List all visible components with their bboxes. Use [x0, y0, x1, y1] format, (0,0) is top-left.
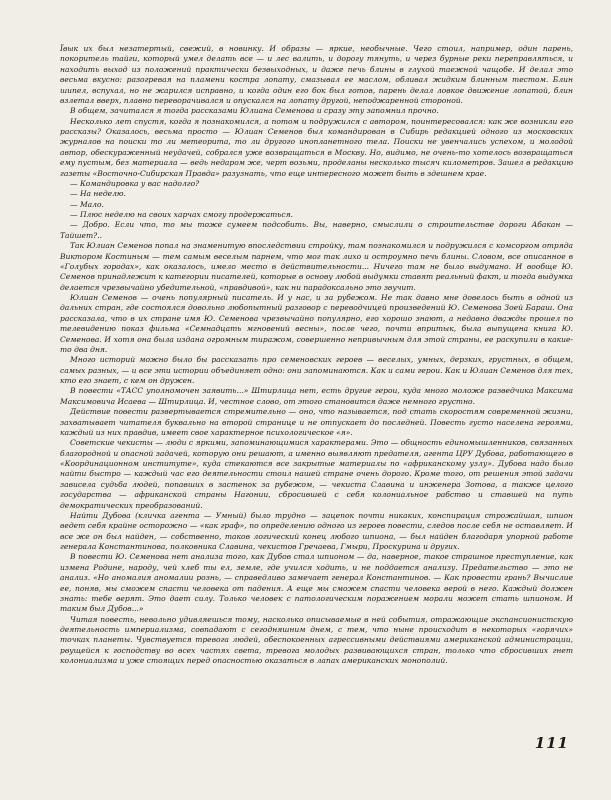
paragraph-2: В общем, зачитался я тогда рассказами Юлиана Семенова и сразу эту запомнил прочно. — [70, 106, 439, 116]
paragraph-8: Действие повести развертывается стремительно — оно, что называется, под стать скоростям современной жизни, захватывает читателя буквально на второй странице и не отпускает до последней. Повесть густо населена героями, каждый из них правдив, имеет свое характерное психологическое «я». — [60, 407, 573, 437]
dialog-line-3: — Мало. — [70, 199, 104, 209]
dialog-line-1: — Командировка у вас надолго? — [70, 178, 200, 188]
dialog-line-5: — Добро. Если что, то мы тоже сумеем подсобить. Вы, наверно, смыслили о строительстве дороги Абакан — Тайшет?.. — [60, 220, 573, 240]
paragraph-11: В повести Ю. Семенова нет анализа того, как Дубов стал шпионом — да, наверное, такое страшное преступление, как измена Родине, народу, чей хлеб ты ел, земле, где учился ходить, и не поддается анализу. Предательство — это не анализ. «Но аномалия аномалии рознь, — справедливо замечает генерал Константинов. — Как провести грань? Вычислие ее, поняв, мы сможем спасти человека от падения. А еще мы сможем спасти человека верой в него. Каждый должен знать: тебе верят. Это дает силу. Только человек с патологическим поражением морали может стать шпионом. И таким был Дубов...» — [60, 552, 573, 614]
paragraph-1: Ївык их был незатертый, свежий, в новинку. И образы — яркие, необычные. Чего стоил, например, один парень, покоритель тайги, который умел делать все — и лес валить, и дорогу тянуть, и через бурные реки переправляться, и находить выход из положений практически безвыходных, и даже печь блины в глухой таежной чащобе. И делал это весьма вкусно: разогревая на пламени костра лопату, смазывал ее маслом, обливал жидким блинным тестом. Блин шипел, вспухал, но не жарился исправно, и когда один его бок был готов, парень делал ловкое движение лопатой, блин взлетал вверх, плавно переворачивался и опускался на лопату другой, неподжаренной стороной. — [60, 44, 573, 105]
paragraph-3: Несколько лет спустя, когда я познакомился, а потом и подружился с автором, поинтересовался: как же возникли его рассказы? Оказалось, весьма просто — Юлиан Семенов был командирован в Сибирь редакцией одного из московских журналов на поиски то ли метеорита, то ли другого инопланетного тела. Поиски не увенчались успехом, и молодой автор, обескураженный неудачей, собрался уже возвращаться в Москву. Но, видимо, не очень-то хотелось возвращаться ему пустым, без материала — ведь недаром же, черт возьми, проделаны несколько тысяч километров. Зашел в редакцию газеты «Восточно-Сибирская Правда» разузнать, что еще интересного может быть в здешнем крае. — [60, 116, 573, 178]
dialog-line-2: — На неделю. — [70, 189, 126, 199]
body-text — [60, 44, 573, 667]
paragraph-5: Юлиан Семенов — очень популярный писатель. И у нас, и за рубежом. Не так давно мне довелось быть в одной из дальних стран, где состоялся довольно любопытный разговор с переводчицей произведений Ю. Семенова Зоей Бараш. Она рассказала, что в их стране имя Ю. Семенова чрезвычайно популярно, его хорошо знают, а недавно дважды прошел по телевидению показ фильма «Семнадцать мгновений весны», после чего, почти впритык, была выпущена книга Ю. Семенова. И хотя она была издана огромным тиражом, совершенно непривычным для этой страны, ее раскупили в какие-то два дня. — [60, 293, 573, 354]
paragraph-10: Найти Дубова (кличка агента — Умный) было трудно — зацепок почти никаких, конспирация строжайшая, шпион ведет себя крайне осторожно — «как граф», по определению одного из героев повести, следов после себя не оставляет. И все же он был найден, — собственно, таков логический конец любого шпиона, — был найден благодаря упорной работе генерала Константинова, полковника Славина, чекистов Гречаева, Гмыри, Проскурина и других. — [60, 510, 573, 551]
page-number: 111 — [534, 734, 569, 752]
paragraph-6: Много историй можно было бы рассказать про семеновских героев — веселых, умных, дерзких, грустных, в общем, самых разных, — и все эти истории объединяет одно: они запоминаются. Как и сами герои. Как и Юлиан Семенов для тех, кто его знает, с кем он дружен. — [60, 355, 573, 385]
paragraph-7: В повести «ТАСС уполномочен заявить...» Штирлица нет, есть другие герои, куда много моложе разведчика Максима Максимовича Исаева — Штирлица. И, честное слово, от этого становится даже немного грустно. — [60, 386, 573, 406]
dialog-line-4: — Плюс неделю на своих харчах смогу продержаться. — [70, 210, 294, 219]
paragraph-12: Читая повесть, невольно удивляешься тому, насколько описываемые в ней события, отражающие экспансионистскую деятельность империализма, совпадают с сегодняшним днем, с тем, что ныне происходит в некоторых «горячих» точках планеты. Чувствуется тревога людей, обеспокоенных агрессивными действиями американской администрации, рвущейся к господству во всех частях света, тревога молодых развивающихся стран, только что сбросивших гнет колониализма и уже стоящих перед опасностью оказаться в лапах американских монополий. — [60, 614, 573, 666]
paragraph-4: Так Юлиан Семенов попал на знаменитую впоследствии стройку, там познакомился и подружился с комсоргом отряда Виктором Костиным — тем самым веселым парнем, что мог так лихо и остроумно печь блины. Словом, все описанное в «Голубых городах», как оказалось, имело место в действительности... Ничего там не было выдумано. И вообще Ю. Семенов принадлежит к категории писателей, которые в основу любой выдумки ставят реальный факт, и тогда выдумка делается чрезвычайно убедительной, «правдивой», как ни парадоксально это звучит. — [60, 241, 573, 292]
paragraph-9: Советские чекисты — люди с яркими, запоминающимися характерами. Это — общность единомышленников, связанных благородной и опасной задачей, которую они решают, а именно выявляют предателя, агента ЦРУ Дубова, работающего в «Координационном институте», куда стекаются все закрытые материалы по «африканскому узлу». Дубова надо было найти быстро — каждый час его деятельности стоил нашей стране очень дорого. Кроме того, от решения этой задачи зависела судьба людей, попавших в застенок за рубежом, — чекиста Славина и инженера Зотова, а также целого государства — африканской страны Нагонии, сбросившей с себя колониальное рабство и ставшей на путь демократических преобразований. — [60, 438, 573, 510]
